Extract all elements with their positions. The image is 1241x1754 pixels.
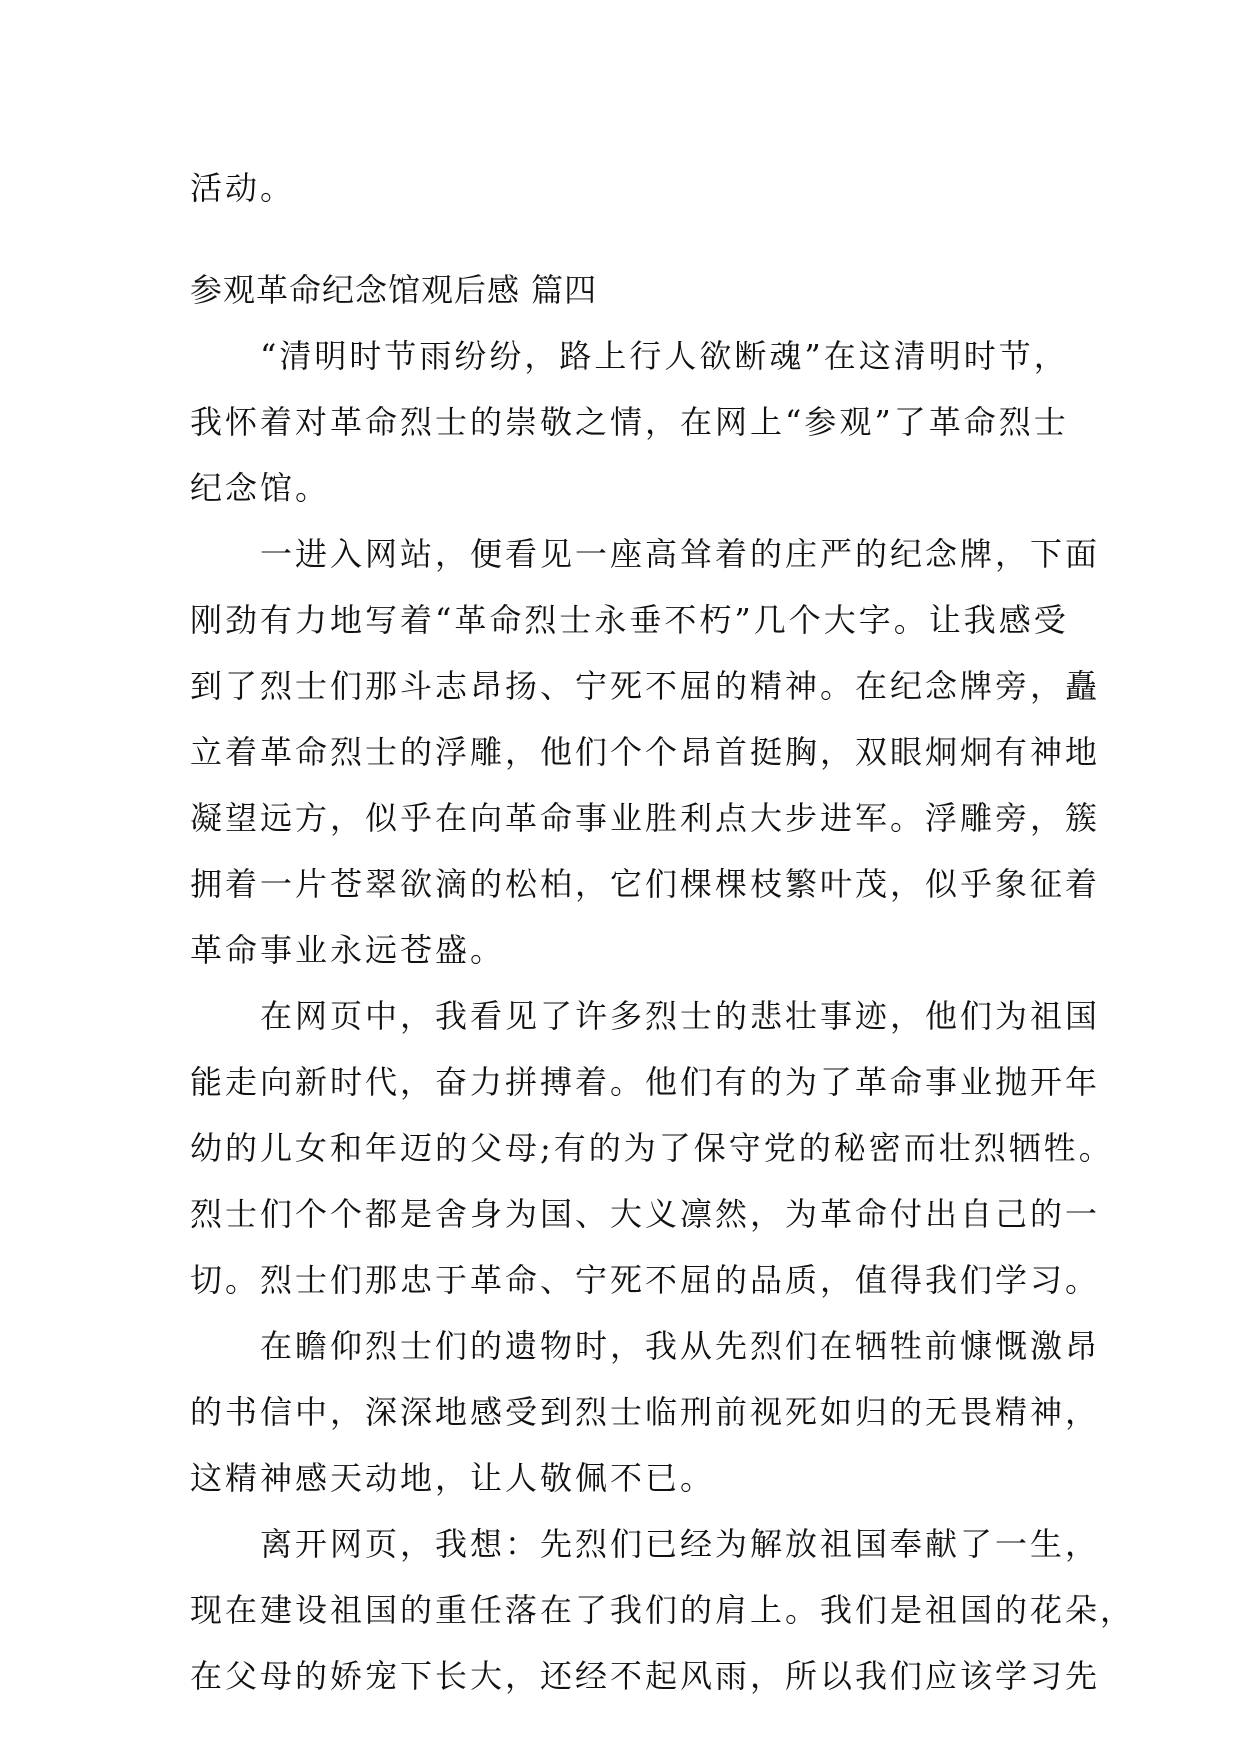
paragraph-line: 纪念馆。 bbox=[190, 469, 331, 507]
paragraph-line: 革命事业永远苍盛。 bbox=[190, 931, 506, 969]
paragraph-line: 这精神感天动地，让人敬佩不已。 bbox=[190, 1459, 716, 1497]
section-title: 参观革命纪念馆观后感 篇四 bbox=[190, 271, 598, 309]
paragraph-1 bbox=[190, 323, 1069, 521]
continuation-text: 活动。 bbox=[190, 169, 296, 207]
paragraph-line: 一进入网站，便看见一座高耸着的庄严的纪念牌，下面 bbox=[190, 535, 1101, 573]
paragraph-line: 刚劲有力地写着“革命烈士永垂不朽”几个大字。让我感受 bbox=[190, 601, 1069, 639]
paragraph-line: 现在建设祖国的重任落在了我们的肩上。我们是祖国的花朵， bbox=[190, 1591, 1136, 1629]
paragraph-line: 我怀着对革命烈士的崇敬之情，在网上“参观”了革命烈士 bbox=[190, 403, 1069, 441]
paragraph-line: 立着革命烈士的浮雕，他们个个昂首挺胸，双眼炯炯有神地 bbox=[190, 733, 1101, 771]
paragraph-3 bbox=[190, 983, 1114, 1313]
paragraph-line: 切。烈士们那忠于革命、宁死不屈的品质，值得我们学习。 bbox=[190, 1261, 1101, 1299]
paragraph-line: 在瞻仰烈士们的遗物时，我从先烈们在牺牲前慷慨激昂 bbox=[190, 1327, 1101, 1365]
paragraph-line: 烈士们个个都是舍身为国、大义凛然，为革命付出自己的一 bbox=[190, 1195, 1101, 1233]
paragraph-line: “清明时节雨纷纷，路上行人欲断魂”在这清明时节， bbox=[190, 337, 1069, 375]
paragraph-line: 在父母的娇宠下长大，还经不起风雨，所以我们应该学习先 bbox=[190, 1657, 1101, 1695]
document-page bbox=[190, 155, 1136, 1709]
paragraph-line: 能走向新时代，奋力拼搏着。他们有的为了革命事业抛开年 bbox=[190, 1063, 1101, 1101]
paragraph-5 bbox=[190, 1511, 1136, 1709]
paragraph-gap bbox=[190, 221, 1058, 257]
paragraph-line: 到了烈士们那斗志昂扬、宁死不屈的精神。在纪念牌旁，矗 bbox=[190, 667, 1101, 705]
paragraph-4 bbox=[190, 1313, 1101, 1511]
paragraph-line: 离开网页，我想：先烈们已经为解放祖国奉献了一生， bbox=[190, 1525, 1101, 1563]
paragraph-2 bbox=[190, 521, 1101, 983]
paragraph-line: 凝望远方，似乎在向革命事业胜利点大步进军。浮雕旁，簇 bbox=[190, 799, 1101, 837]
paragraph-line: 的书信中，深深地感受到烈士临刑前视死如归的无畏精神， bbox=[190, 1393, 1101, 1431]
paragraph-line: 在网页中，我看见了许多烈士的悲壮事迹，他们为祖国 bbox=[190, 997, 1101, 1035]
paragraph-line: 拥着一片苍翠欲滴的松柏，它们棵棵枝繁叶茂，似乎象征着 bbox=[190, 865, 1101, 903]
paragraph-line: 幼的儿女和年迈的父母;有的为了保守党的秘密而壮烈牺牲。 bbox=[190, 1129, 1114, 1167]
